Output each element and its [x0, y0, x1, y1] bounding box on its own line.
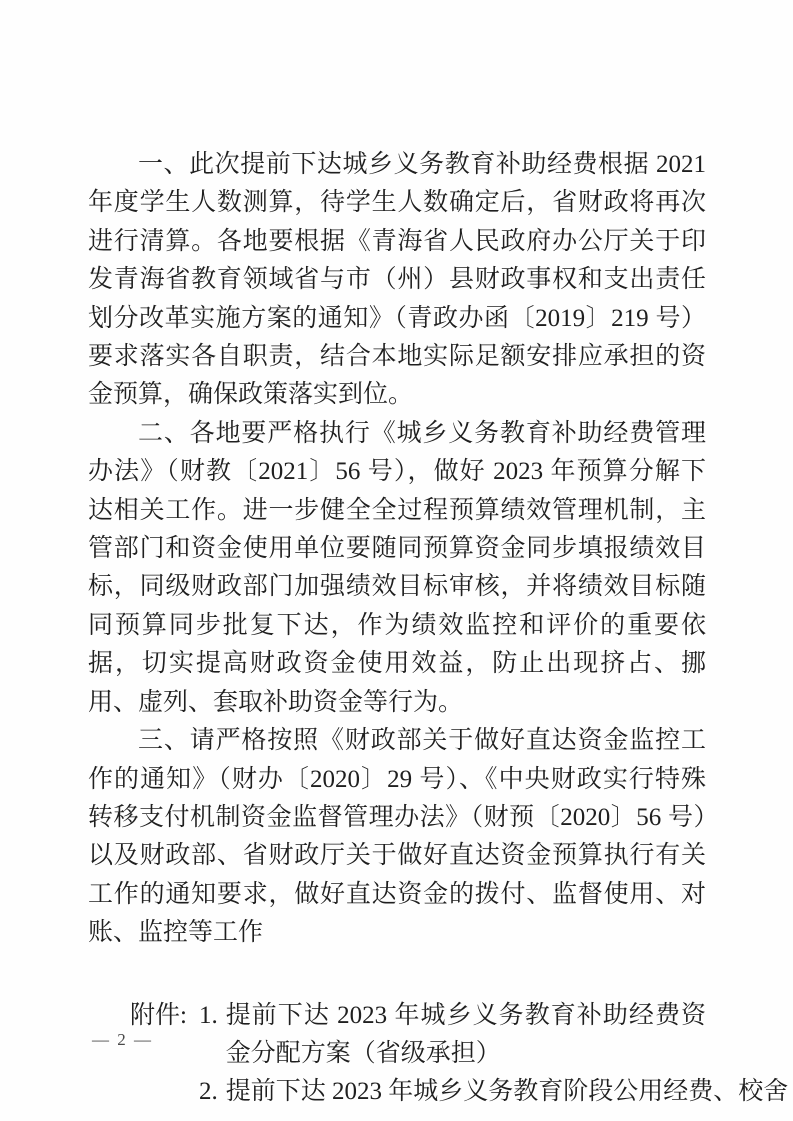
page-number: — 2 —	[92, 1030, 153, 1049]
attachment-item-1	[199, 997, 706, 1074]
paragraph-3: 三、请严格按照《财政部关于做好直达资金监控工作的通知》（财办〔2020〕29 号）、《中央财政实行特殊转移支付机制资金监督管理办法》（财预〔2020〕56 号）以及财政部、省财政厅关于做好直达资金预算执行有关工作的通知要求，做好直达资金的拨付、监督使用、对账、监控等工作	[88, 727, 706, 947]
attachment-1-text: 提前下达 2023 年城乡义务教育补助经费资金分配方案（省级承担）	[225, 1001, 706, 1067]
document-body	[88, 146, 789, 1112]
paragraph-1: 一、此次提前下达城乡义务教育补助经费根据 2021 年度学生人数测算，待学生人数确定后，省财政将再次进行清算。各地要根据《青海省人民政府办公厅关于印发青海省教育领域省与市（州）县财政事权和支出责任划分改革实施方案的通知》（青政办函〔2019〕219 号）要求落实各自职责，结合本地实际足额安排应承担的资金预算，确保政策落实到位。	[88, 151, 706, 409]
paragraph-2: 二、各地要严格执行《城乡义务教育补助经费管理办法》（财教〔2021〕56 号），做好 2023 年预算分解下达相关工作。进一步健全全过程预算绩效管理机制，主管部门和资金使用单位要随同预算资金同步填报绩效目标，同级财政部门加强绩效目标审核，并将绩效目标随同预算同步批复下达，作为绩效监控和评价的重要依据，切实提高财政资金使用效益，防止出现挤占、挪用、虚列、套取补助资金等行为。	[88, 419, 706, 716]
attachment-item-2	[198, 1073, 789, 1111]
attachment-1-number: 1.	[198, 1001, 218, 1029]
attachments-list	[198, 997, 789, 1112]
attachment-2-text: 提前下达 2023 年城乡义务教育阶段公用经费、校舍	[225, 1078, 789, 1106]
attachment-2-number: 2.	[198, 1078, 218, 1106]
attachments-label: 附件:	[130, 1001, 187, 1029]
attachments-block	[88, 997, 789, 1112]
